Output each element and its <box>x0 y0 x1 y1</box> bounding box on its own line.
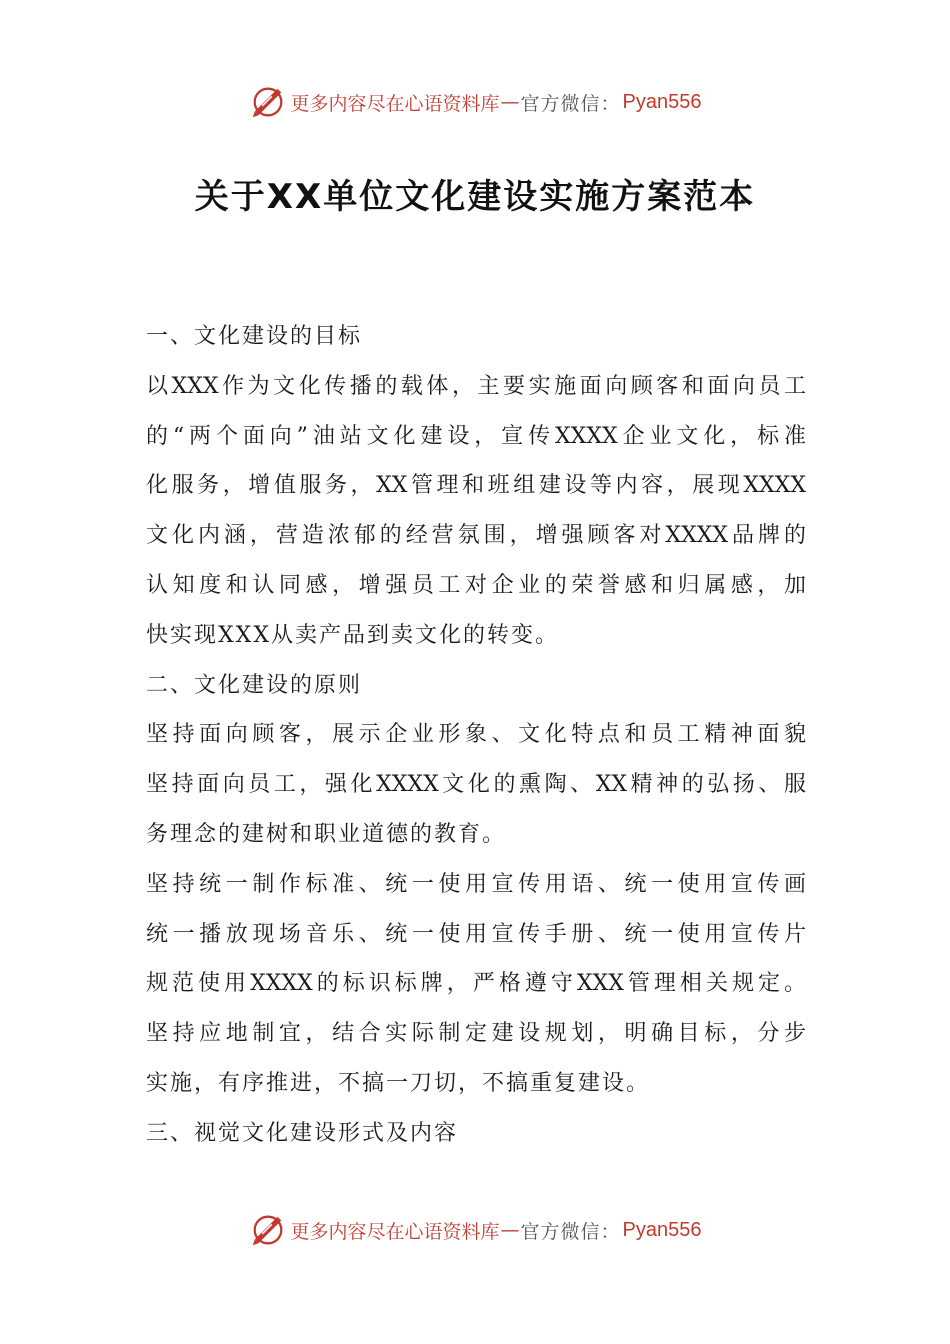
body-line: 统一播放现场音乐、统一使用宣传手册、统一使用宣传片 <box>146 921 806 947</box>
body-line: 规范使用XXXX的标识标牌，严格遵守XXX管理相关规定。 <box>146 971 806 997</box>
body-line: 化服务，增值服务，XX管理和班组建设等内容，展现XXXX <box>146 473 806 499</box>
banner-dash: — <box>500 1219 520 1241</box>
body-line: 三、视觉文化建设形式及内容 <box>146 1120 459 1146</box>
body-line: 务理念的建树和职业道德的教育。 <box>146 821 507 847</box>
pen-logo-icon <box>249 1211 287 1249</box>
body-line: 一、文化建设的目标 <box>146 324 363 349</box>
body-line: 实施，有序推进，不搞一刀切，不搞重复建设。 <box>146 1070 651 1096</box>
body-line: 快实现XXX从卖产品到卖文化的转变。 <box>146 622 559 648</box>
body-line: 坚持面向员工，强化XXXX文化的熏陶、XX精神的弘扬、服 <box>146 772 806 798</box>
banner-wechat-id: Pyan556 <box>622 90 702 113</box>
body-line: 坚持面向顾客，展示企业形象、文化特点和员工精神面貌 <box>146 722 806 748</box>
pen-logo-icon <box>249 83 287 121</box>
footer-banner <box>0 1208 950 1252</box>
body-line: 认知度和认同感，增强员工对企业的荣誉感和归属感，加 <box>146 572 806 598</box>
document-body <box>146 312 806 1159</box>
banner-dash: — <box>500 91 520 113</box>
body-line: 以XXX作为文化传播的载体，主要实施面向顾客和面向员工 <box>146 373 806 399</box>
body-line: 二、文化建设的原则 <box>146 672 363 698</box>
body-line: 文化内涵，营造浓郁的经营氛围，增强顾客对XXXX品牌的 <box>146 523 806 549</box>
banner-official-label: 官方微信： <box>520 1220 621 1243</box>
body-line: 坚持应地制宜，结合实际制定建设规划，明确目标，分步 <box>146 1021 806 1047</box>
document-title: 关于XX单位文化建设实施方案范本 <box>194 177 756 217</box>
banner-brand-text: 更多内容尽在心语资料库 <box>290 92 500 115</box>
header-banner <box>0 80 950 124</box>
banner-official-label: 官方微信： <box>520 92 621 115</box>
banner-brand-text: 更多内容尽在心语资料库 <box>290 1220 500 1243</box>
body-line: 坚持统一制作标准、统一使用宣传用语、统一使用宣传画 <box>146 871 806 897</box>
banner-wechat-id: Pyan556 <box>622 1218 702 1241</box>
body-line: 的“两个面向”油站文化建设，宣传XXXX企业文化，标准 <box>146 423 806 449</box>
